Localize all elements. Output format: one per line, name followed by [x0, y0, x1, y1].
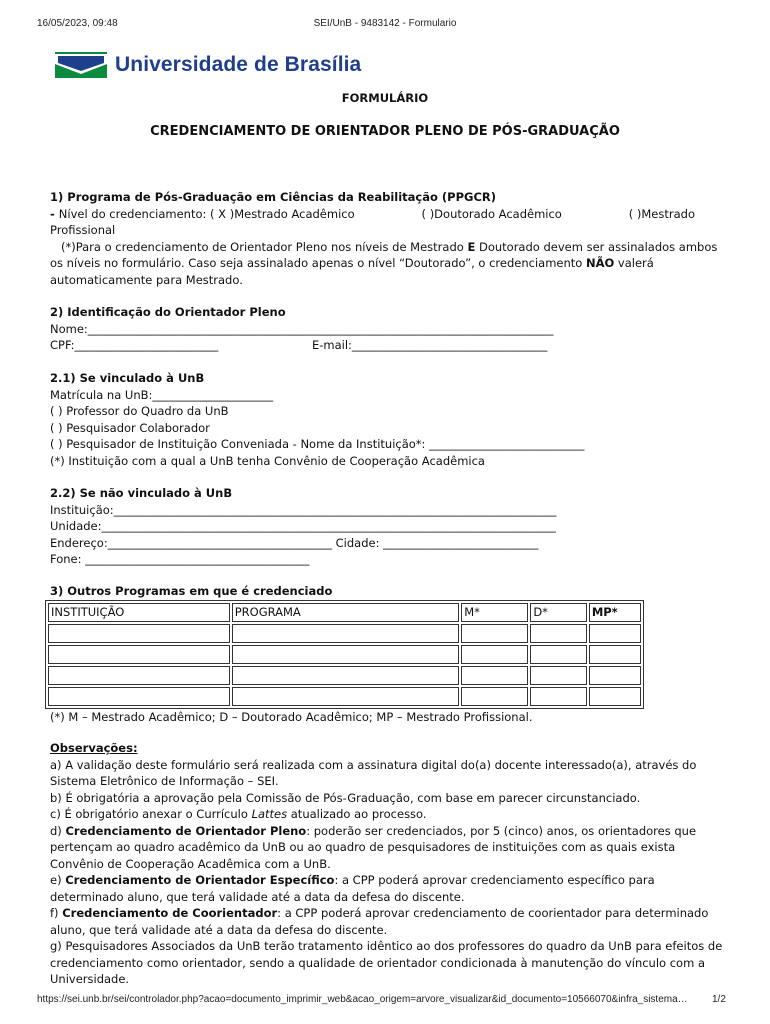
note-bold-e: E	[467, 239, 476, 254]
section-2-2-heading: 2.2) Se não vinculado à UnB	[50, 486, 233, 500]
print-page-number: 1/2	[712, 994, 726, 1005]
table-cell[interactable]	[589, 666, 641, 685]
table-cell[interactable]	[48, 645, 230, 664]
table-cell[interactable]	[48, 624, 230, 643]
section-2-1	[50, 370, 724, 469]
main-title: CREDENCIAMENTO DE ORIENTADOR PLENO DE PÓS-GRADUAÇÃO	[150, 124, 620, 139]
section-2	[50, 304, 724, 354]
obs-g: g) Pesquisadores Associados da UnB terão tratamento idêntico ao dos professores do quadro da UnB para efeitos de credenciamento como orientador, sendo a qualidade de orientador condicionada à manutenção do vínculo com a Universidade.	[50, 939, 723, 986]
observacoes-heading: Observações:	[50, 741, 138, 755]
table-row	[48, 687, 641, 706]
nome-field[interactable]: Nome:_________________________________________________________________________________	[50, 321, 554, 336]
unidade-field[interactable]: Unidade:_______________________________________________________________________________	[50, 519, 556, 533]
table-legend: (*) M – Mestrado Acadêmico; D – Doutorado Acadêmico; MP – Mestrado Profissional.	[50, 709, 533, 724]
print-datetime: 16/05/2023, 09:48	[37, 18, 118, 29]
fone-field[interactable]: Fone: _______________________________________	[50, 552, 310, 566]
obs-f-bold: Credenciamento de Coorientador	[62, 906, 278, 920]
table-cell[interactable]	[461, 645, 528, 664]
endereco-field[interactable]: Endereço:_______________________________________ Cidade: ___________________________	[50, 535, 539, 550]
table-row	[48, 666, 641, 685]
unb-logo	[55, 52, 361, 78]
obs-c	[50, 806, 724, 823]
table-row	[48, 624, 641, 643]
table-cell[interactable]	[530, 624, 587, 643]
section-1	[50, 189, 724, 288]
level-mestrado[interactable]	[50, 206, 355, 223]
table-header-row	[48, 603, 641, 622]
obs-b: b) É obrigatória a aprovação pela Comissão de Pós-Graduação, com base em parecer circunstanciado.	[50, 790, 641, 805]
table-cell[interactable]	[461, 666, 528, 685]
col-d: D*	[530, 603, 587, 622]
note-part-3: valerá automaticamente para Mestrado.	[50, 256, 654, 287]
col-instituicao: INSTITUIÇÃO	[48, 603, 230, 622]
observacoes	[50, 740, 724, 988]
programs-table	[45, 600, 644, 709]
obs-f-prefix: f)	[50, 906, 63, 920]
form-title: FORMULÁRIO	[341, 91, 429, 105]
level-label: Nível do credenciamento: ( X )Mestrado Acadêmico	[58, 206, 355, 221]
university-name: Universidade de Brasília	[115, 53, 362, 76]
cpf-field[interactable]: CPF:_________________________	[50, 338, 219, 352]
section-2-1-note: (*) Instituição com a qual a UnB tenha Convênio de Cooperação Acadêmica	[50, 453, 485, 468]
level-prefix: -	[50, 206, 59, 221]
obs-e-bold: Credenciamento de Orientador Específico	[65, 873, 335, 887]
obs-d	[50, 823, 724, 873]
level-row	[50, 206, 695, 223]
col-programa: PROGRAMA	[232, 603, 460, 622]
note-part-1: (*)Para o credenciamento de Orientador Pleno nos níveis de Mestrado	[50, 239, 468, 254]
option-professor[interactable]: ( ) Professor do Quadro da UnB	[50, 404, 229, 418]
obs-a: a) A validação deste formulário será realizada com a assinatura digital do(a) docente interessado(a), através do Sistema Eletrônico de Informação – SEI.	[50, 757, 697, 788]
table-cell[interactable]	[48, 687, 230, 706]
level-mp-continued: Profissional	[50, 223, 116, 237]
col-mp: MP*	[589, 603, 641, 622]
obs-f-text: : a CPP poderá aprovar credenciamento de coorientador para determinado aluno, que terá validade até a data da defesa do discente.	[50, 906, 709, 937]
email-field[interactable]: E-mail:__________________________________	[312, 338, 548, 352]
table-cell[interactable]	[232, 624, 460, 643]
print-url: https://sei.unb.br/sei/controlador.php?acao=documento_imprimir_web&acao_origem=arvore_visualizar&id_documento=10566070&infra_sistema…	[37, 994, 688, 1005]
section-2-1-heading: 2.1) Se vinculado à UnB	[50, 371, 205, 385]
obs-e-text: : a CPP poderá aprovar credenciamento específico para determinado aluno, que terá validade até a data da defesa do discente.	[50, 873, 655, 904]
option-conveniada[interactable]: ( ) Pesquisador de Instituição Conveniada - Nome da Instituição*: ___________________________	[50, 437, 585, 451]
table-cell[interactable]	[461, 624, 528, 643]
table-cell[interactable]	[589, 687, 641, 706]
table-cell[interactable]	[232, 666, 460, 685]
obs-d-prefix: d)	[50, 823, 66, 838]
table-cell[interactable]	[530, 645, 587, 664]
note-part-2: Doutorado devem ser assinalados ambos os níveis no formulário. Caso seja assinalado apenas o nível “Doutorado”, o credenciamento	[50, 239, 718, 270]
print-doc-title: SEI/UnB - 9483142 - Formulario	[313, 18, 457, 29]
table-cell[interactable]	[530, 687, 587, 706]
table-cell[interactable]	[530, 666, 587, 685]
level-mestrado-profissional[interactable]: ( )Mestrado	[628, 206, 695, 221]
cpf-email-row	[50, 337, 724, 354]
table-cell[interactable]	[461, 687, 528, 706]
table-cell[interactable]	[589, 624, 641, 643]
level-doutorado[interactable]: ( )Doutorado Acadêmico	[421, 206, 562, 221]
section-1-heading: 1) Programa de Pós-Graduação em Ciências da Reabilitação (PPGCR)	[50, 190, 497, 204]
col-m: M*	[461, 603, 528, 622]
instituicao-field[interactable]: Instituição:_____________________________________________________________________________	[50, 502, 557, 517]
section-1-note	[50, 239, 724, 289]
section-2-2	[50, 485, 724, 568]
table-cell[interactable]	[232, 645, 460, 664]
table-cell[interactable]	[589, 645, 641, 664]
obs-e	[50, 872, 724, 905]
table-cell[interactable]	[232, 687, 460, 706]
unb-flag-icon	[55, 52, 107, 78]
table-row	[48, 645, 641, 664]
matricula-field[interactable]: Matrícula na UnB:_____________________	[50, 387, 274, 402]
obs-c-lattes: Lattes	[251, 807, 288, 821]
section-2-heading: 2) Identificação do Orientador Pleno	[50, 305, 286, 319]
note-bold-nao: NÃO	[585, 256, 615, 270]
table-cell[interactable]	[48, 666, 230, 685]
obs-f	[50, 905, 724, 938]
option-colaborador[interactable]: ( ) Pesquisador Colaborador	[50, 420, 210, 435]
section-3-heading: 3) Outros Programas em que é credenciado	[50, 584, 333, 598]
obs-d-bold: Credenciamento de Orientador Pleno	[65, 823, 307, 838]
obs-e-prefix: e)	[50, 873, 66, 887]
obs-d-text: : poderão ser credenciados, por 5 (cinco) anos, os orientadores que pertençam ao quadro acadêmico da UnB ou ao quadro de pesquisadores de instituições com as quais exista Convênio de Cooperação Acadêmica com a UnB.	[50, 823, 697, 871]
section-3	[50, 583, 724, 725]
obs-c-text: c) É obrigatório anexar o Currículo	[50, 807, 252, 821]
obs-c-text-2: atualizado ao processo.	[287, 807, 427, 821]
